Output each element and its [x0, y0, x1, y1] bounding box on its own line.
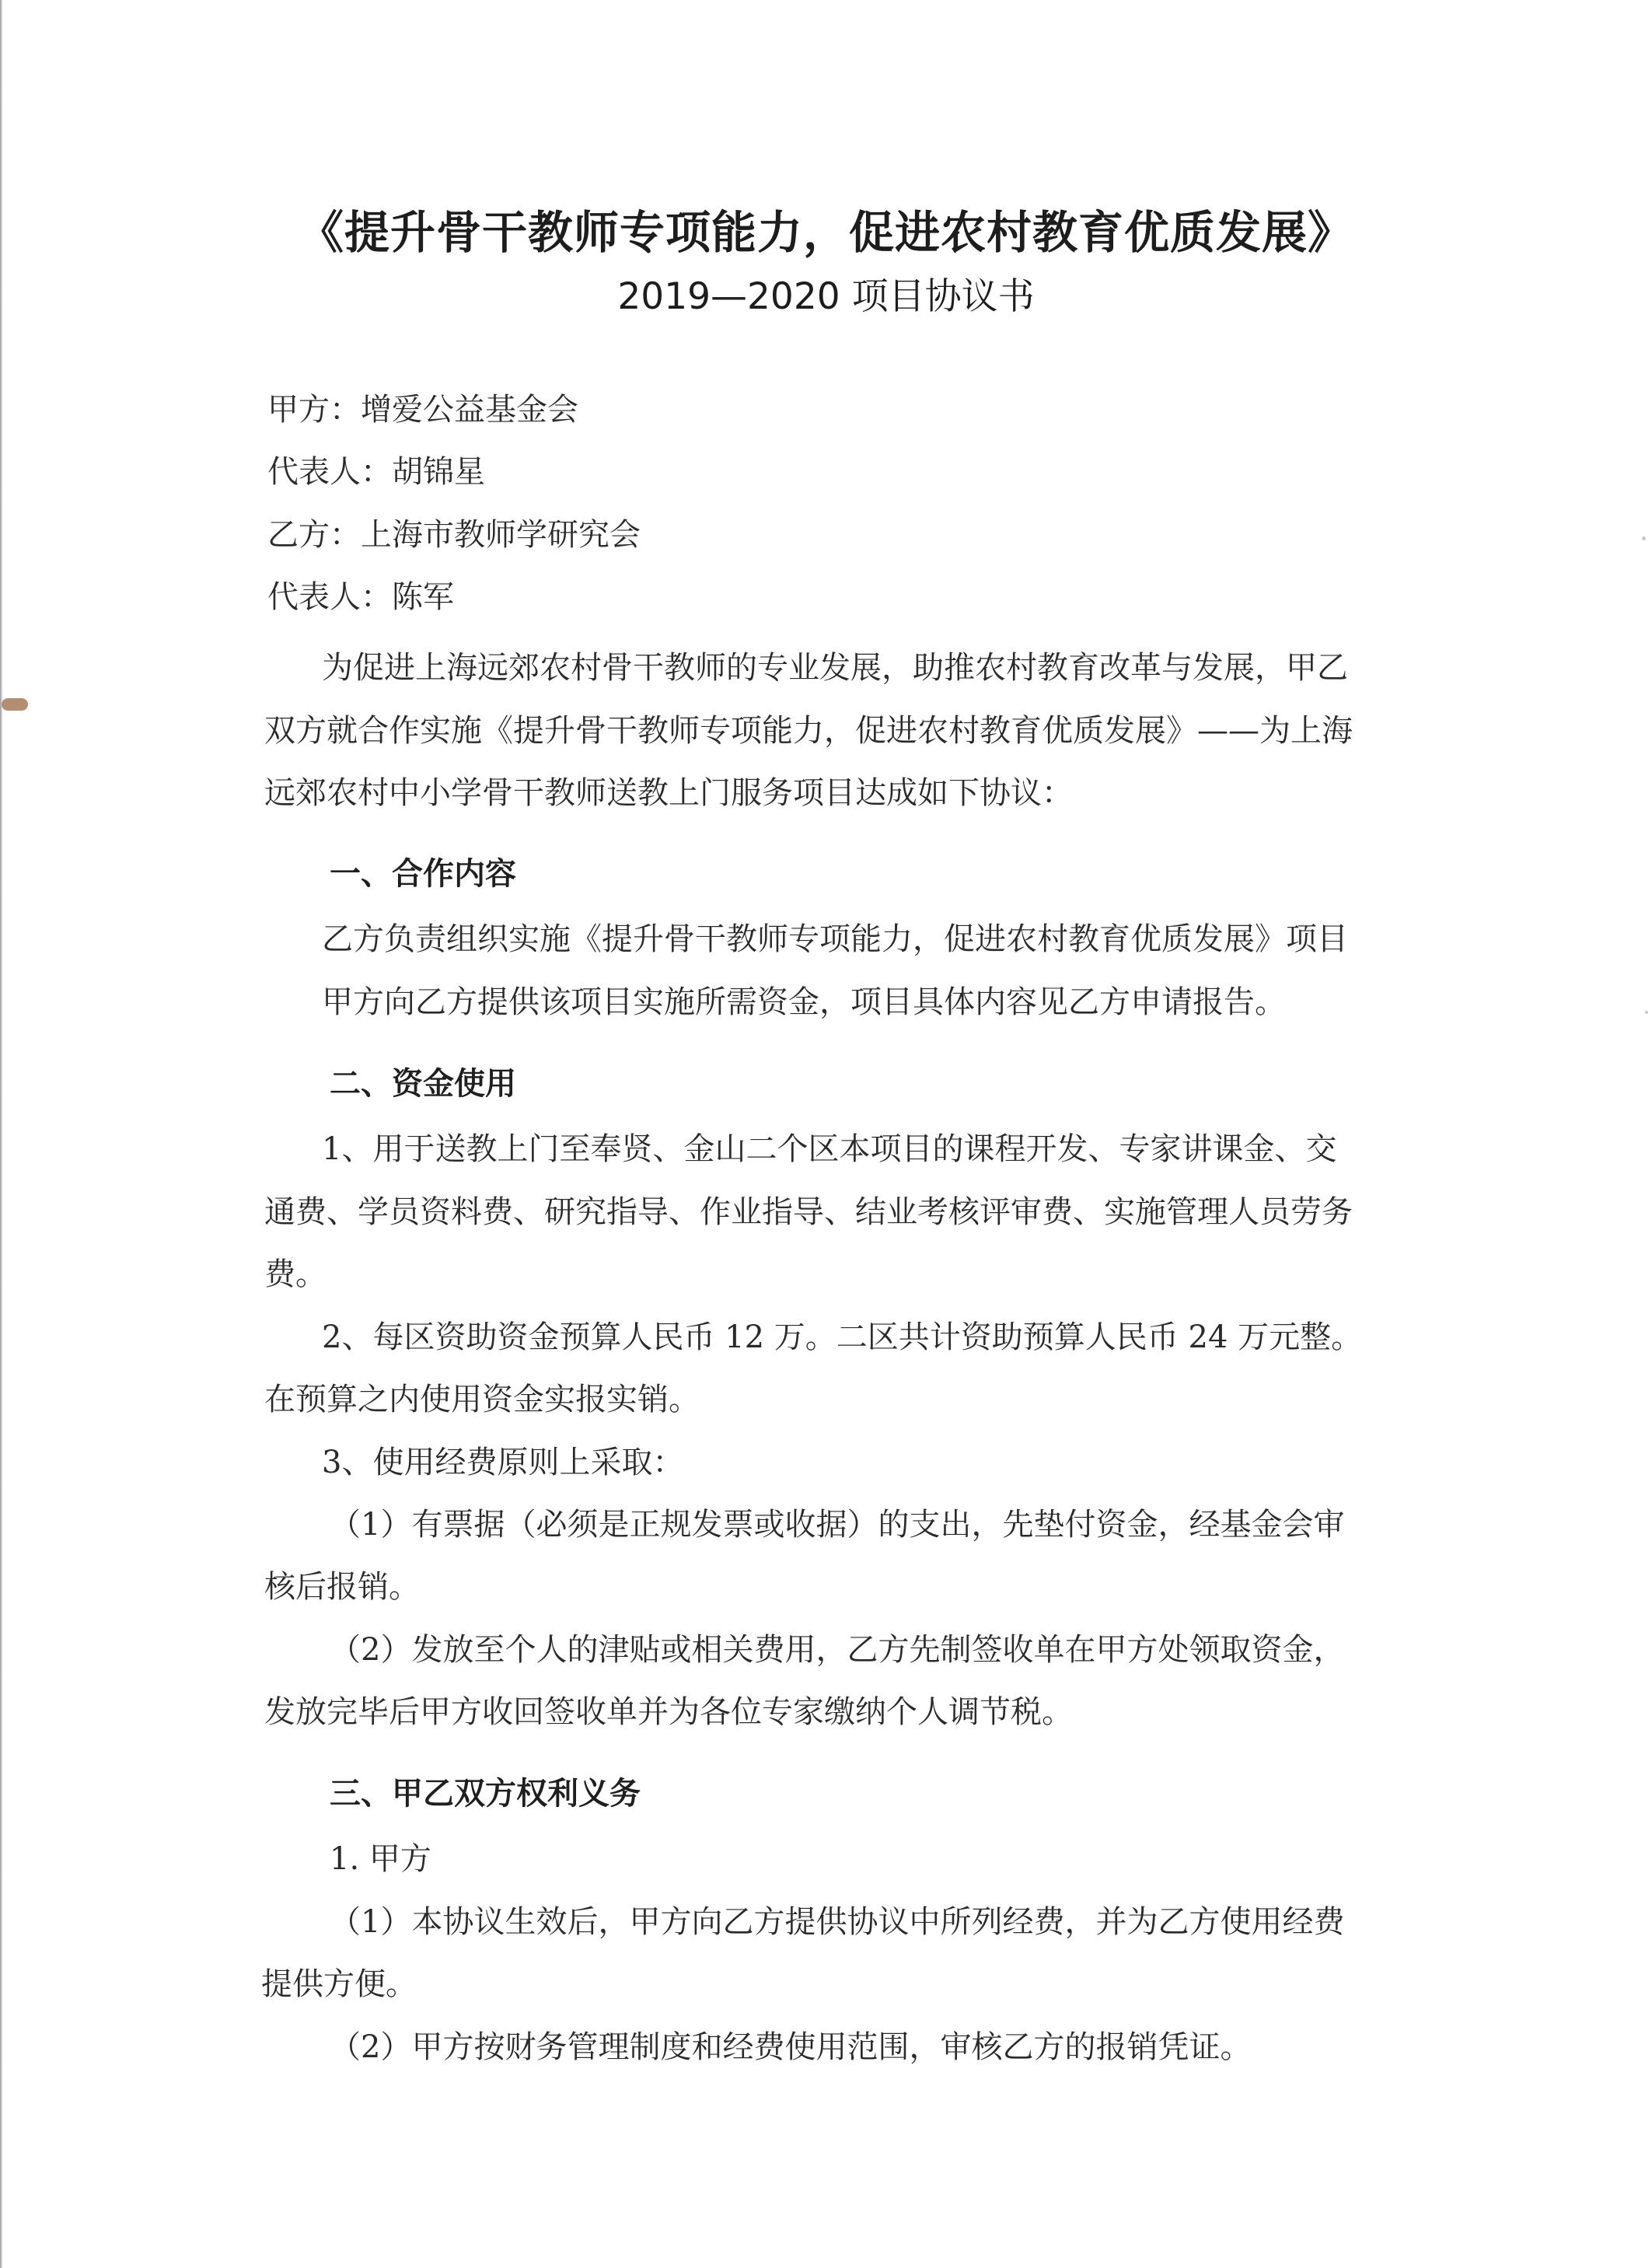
section2-line: 核后报销。	[264, 1569, 420, 1605]
section2-line: 发放完毕后甲方收回签收单并为各位专家缴纳个人调节税。	[264, 1694, 1073, 1730]
section-heading-cooperation: 一、合作内容	[330, 856, 516, 892]
section2-line: （1）有票据（必须是正规发票或收据）的支出，先垫付资金，经基金会审	[330, 1507, 1345, 1543]
section2-line: 在预算之内使用资金实报实销。	[264, 1382, 700, 1417]
document-title: 《提升骨干教师专项能力，促进农村教育优质发展》	[298, 206, 1353, 259]
section3-line: （1）本协议生效后，甲方向乙方提供协议中所列经费，并为乙方使用经费	[330, 1904, 1345, 1940]
section1-line: 乙方负责组织实施《提升骨干教师专项能力，促进农村教育优质发展》项目	[322, 921, 1348, 957]
section2-line: 1、用于送教上门至奉贤、金山二个区本项目的课程开发、专家讲课金、交	[322, 1131, 1337, 1167]
section-heading-funding: 二、资金使用	[330, 1066, 516, 1102]
section2-line: 2、每区资助资金预算人民币 12 万。二区共计资助预算人民币 24 万元整。	[322, 1319, 1363, 1355]
preamble-line: 远郊农村中小学骨干教师送教上门服务项目达成如下协议：	[264, 775, 1073, 811]
section3-line: 提供方便。	[261, 1966, 417, 2002]
section3-line: （2）甲方按财务管理制度和经费使用范围，审核乙方的报销凭证。	[330, 2029, 1252, 2065]
section-heading-rights-obligations: 三、甲乙双方权利义务	[330, 1776, 641, 1812]
party-a-representative: 代表人：胡锦星	[267, 454, 485, 490]
section2-line: 3、使用经费原则上采取：	[322, 1445, 684, 1480]
preamble-line: 为促进上海远郊农村骨干教师的专业发展，助推农村教育改革与发展，甲乙	[322, 650, 1348, 686]
section2-line: 费。	[264, 1256, 327, 1292]
preamble-line: 双方就合作实施《提升骨干教师专项能力，促进农村教育优质发展》——为上海	[264, 713, 1353, 749]
party-a: 甲方：增爱公益基金会	[267, 392, 578, 428]
section3-line: 1. 甲方	[330, 1841, 431, 1877]
section2-line: 通费、学员资料费、研究指导、作业指导、结业考核评审费、实施管理人员劳务	[264, 1194, 1353, 1230]
document-subtitle: 2019—2020 项目协议书	[617, 275, 1035, 318]
section1-line: 甲方向乙方提供该项目实施所需资金，项目具体内容见乙方申请报告。	[322, 984, 1286, 1020]
section2-line: （2）发放至个人的津贴或相关费用，乙方先制签收单在甲方处领取资金，	[330, 1632, 1345, 1668]
party-b: 乙方：上海市教师学研究会	[267, 517, 641, 553]
party-b-representative: 代表人：陈军	[267, 579, 454, 615]
